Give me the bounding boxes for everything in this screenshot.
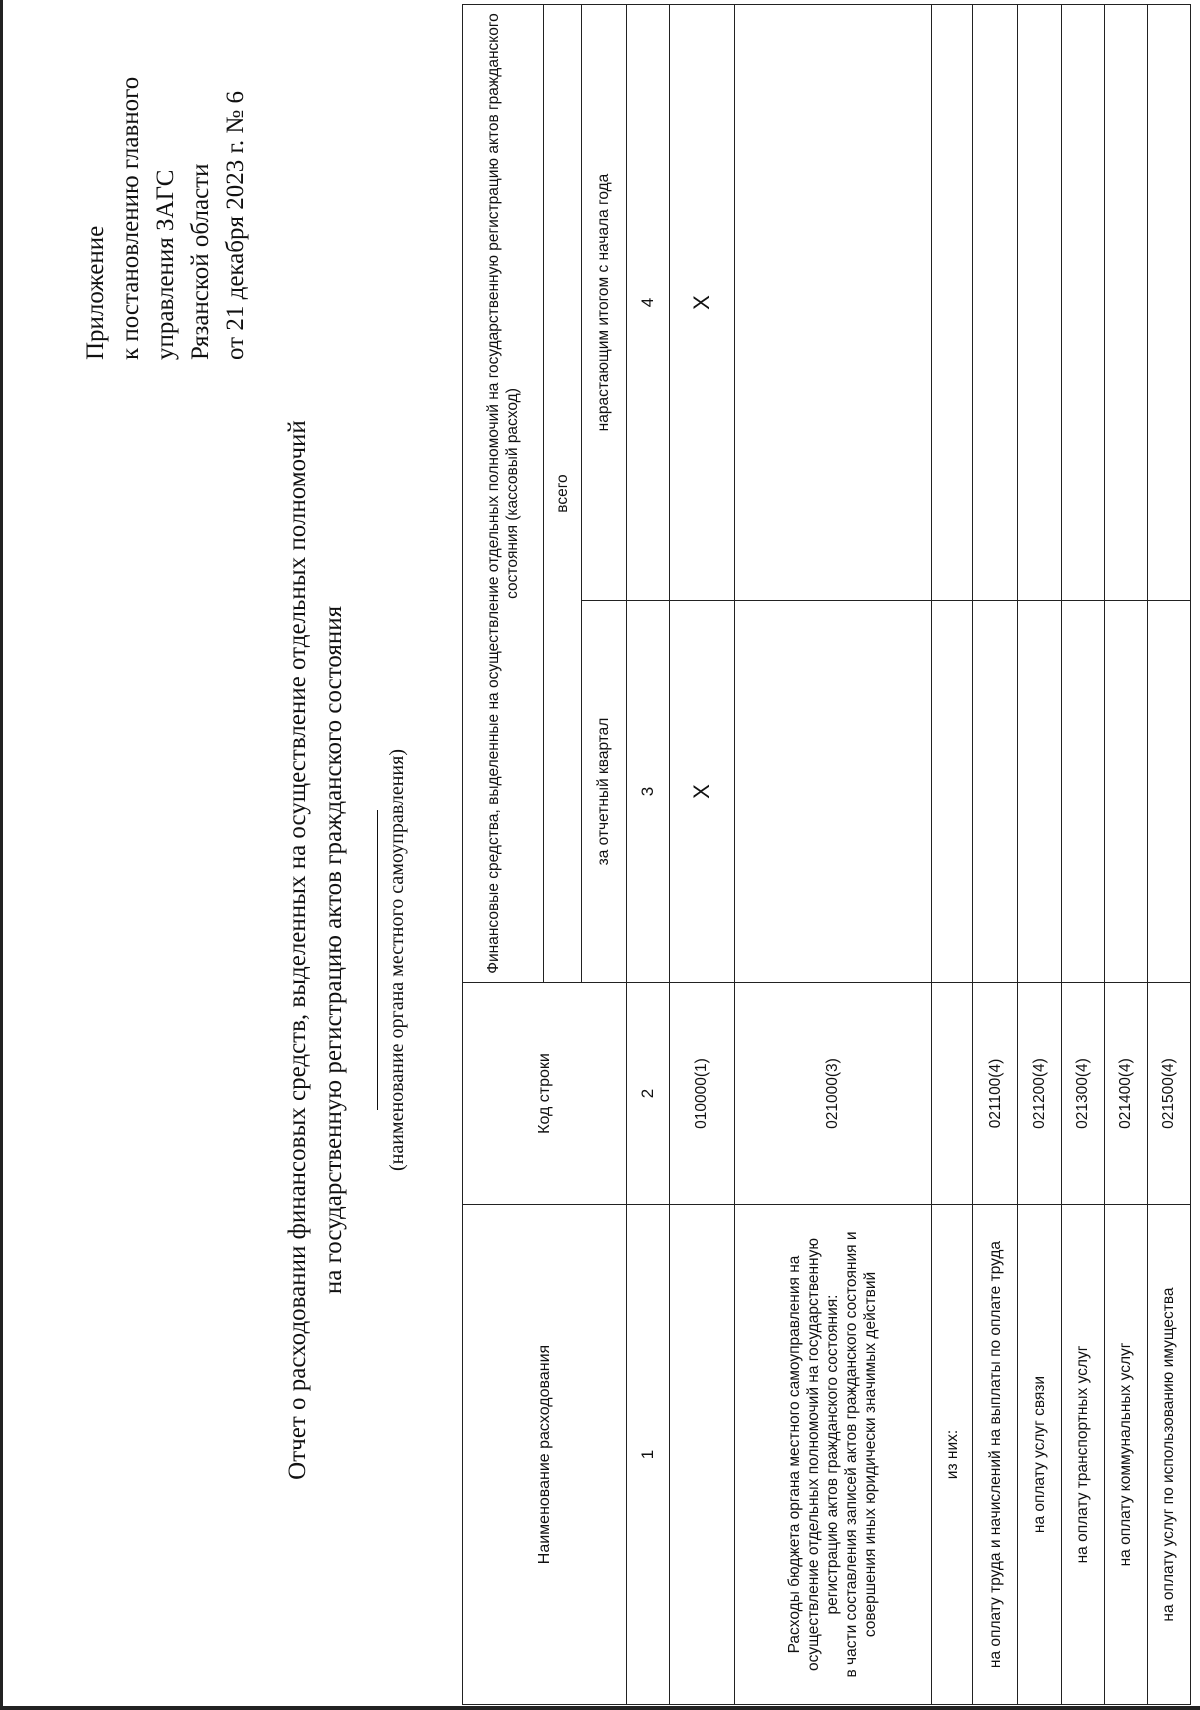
- header-ytd: нарастающим итогом с начала года: [581, 5, 626, 601]
- col-number: 4: [626, 5, 669, 601]
- appendix-line: Рязанской области: [187, 163, 214, 360]
- expenses-table: [462, 4, 1191, 1705]
- report-title-line-1: Отчет о расходовании финансовых средств, выделенных на осуществление отдельных полномочий: [284, 420, 311, 1480]
- col-number: 1: [626, 1205, 669, 1705]
- report-title: [280, 310, 352, 1590]
- row-code: 021100(4): [973, 983, 1018, 1205]
- header-code: Код строки: [463, 983, 627, 1205]
- row-ytd-value: [973, 5, 1018, 601]
- header-name: Наименование расходования: [463, 1205, 627, 1705]
- row-ytd-value: [932, 5, 973, 601]
- row-quarter-value: [1018, 601, 1061, 983]
- row-code: 021300(4): [1061, 983, 1104, 1205]
- header-total: всего: [543, 5, 581, 983]
- row-quarter-value: [932, 601, 973, 983]
- row-code: 021200(4): [1018, 983, 1061, 1205]
- row-code: 021500(4): [1147, 983, 1190, 1205]
- row-ytd-value: [1061, 5, 1104, 601]
- appendix-line: к постановлению главного: [117, 76, 144, 360]
- row-code: 021400(4): [1104, 983, 1147, 1205]
- row-quarter-value: [1061, 601, 1104, 983]
- org-name-caption: (наименование органа местного самоуправления): [386, 749, 408, 1172]
- row-ytd-value: [1104, 5, 1147, 601]
- row-code: [932, 983, 973, 1205]
- org-name-underline: [377, 810, 378, 1110]
- row-name: на оплату труда и начислений на выплаты по оплате труда: [973, 1205, 1018, 1705]
- header-funds: Финансовые средства, выделенные на осуществление отдельных полномочий на государственную регистрацию актов гражданского состояния (кассовый расход): [463, 5, 544, 983]
- row-name: Расходы бюджета органа местного самоуправления на осуществление отдельных полномочий на государственную регистрацию актов гражданского состояния: в части составления записей актов гражданского состояния и совершения иных юридически значимых действий: [734, 1205, 931, 1705]
- row-code: 021000(3): [734, 983, 931, 1205]
- row-quarter-value: [1104, 601, 1147, 983]
- row-quarter-value: [734, 601, 931, 983]
- row-code: 010000(1): [670, 983, 735, 1205]
- row-name: на оплату услуг по использованию имущества: [1147, 1205, 1190, 1705]
- col-number: 3: [626, 601, 669, 983]
- appendix-line: управления ЗАГС: [152, 169, 179, 360]
- row-ytd-value: [1018, 5, 1061, 601]
- row-name: на оплату транспортных услуг: [1061, 1205, 1104, 1705]
- row-quarter-value: X: [670, 601, 735, 983]
- appendix-line: от 21 декабря 2023 г. № 6: [222, 90, 249, 360]
- row-ytd-value: [1147, 5, 1190, 601]
- appendix-line: Приложение: [82, 225, 109, 360]
- row-name: на оплату услуг связи: [1018, 1205, 1061, 1705]
- header-quarter: за отчетный квартал: [581, 601, 626, 983]
- row-name: из них:: [932, 1205, 973, 1705]
- row-name: [670, 1205, 735, 1705]
- report-title-line-2: на государственную регистрацию актов гражданского состояния: [320, 605, 347, 1295]
- row-ytd-value: X: [670, 5, 735, 601]
- row-name: на оплату коммунальных услуг: [1104, 1205, 1147, 1705]
- row-quarter-value: [1147, 601, 1190, 983]
- col-number: 2: [626, 983, 669, 1205]
- row-ytd-value: [734, 5, 931, 601]
- row-quarter-value: [973, 601, 1018, 983]
- appendix-block: [78, 30, 253, 360]
